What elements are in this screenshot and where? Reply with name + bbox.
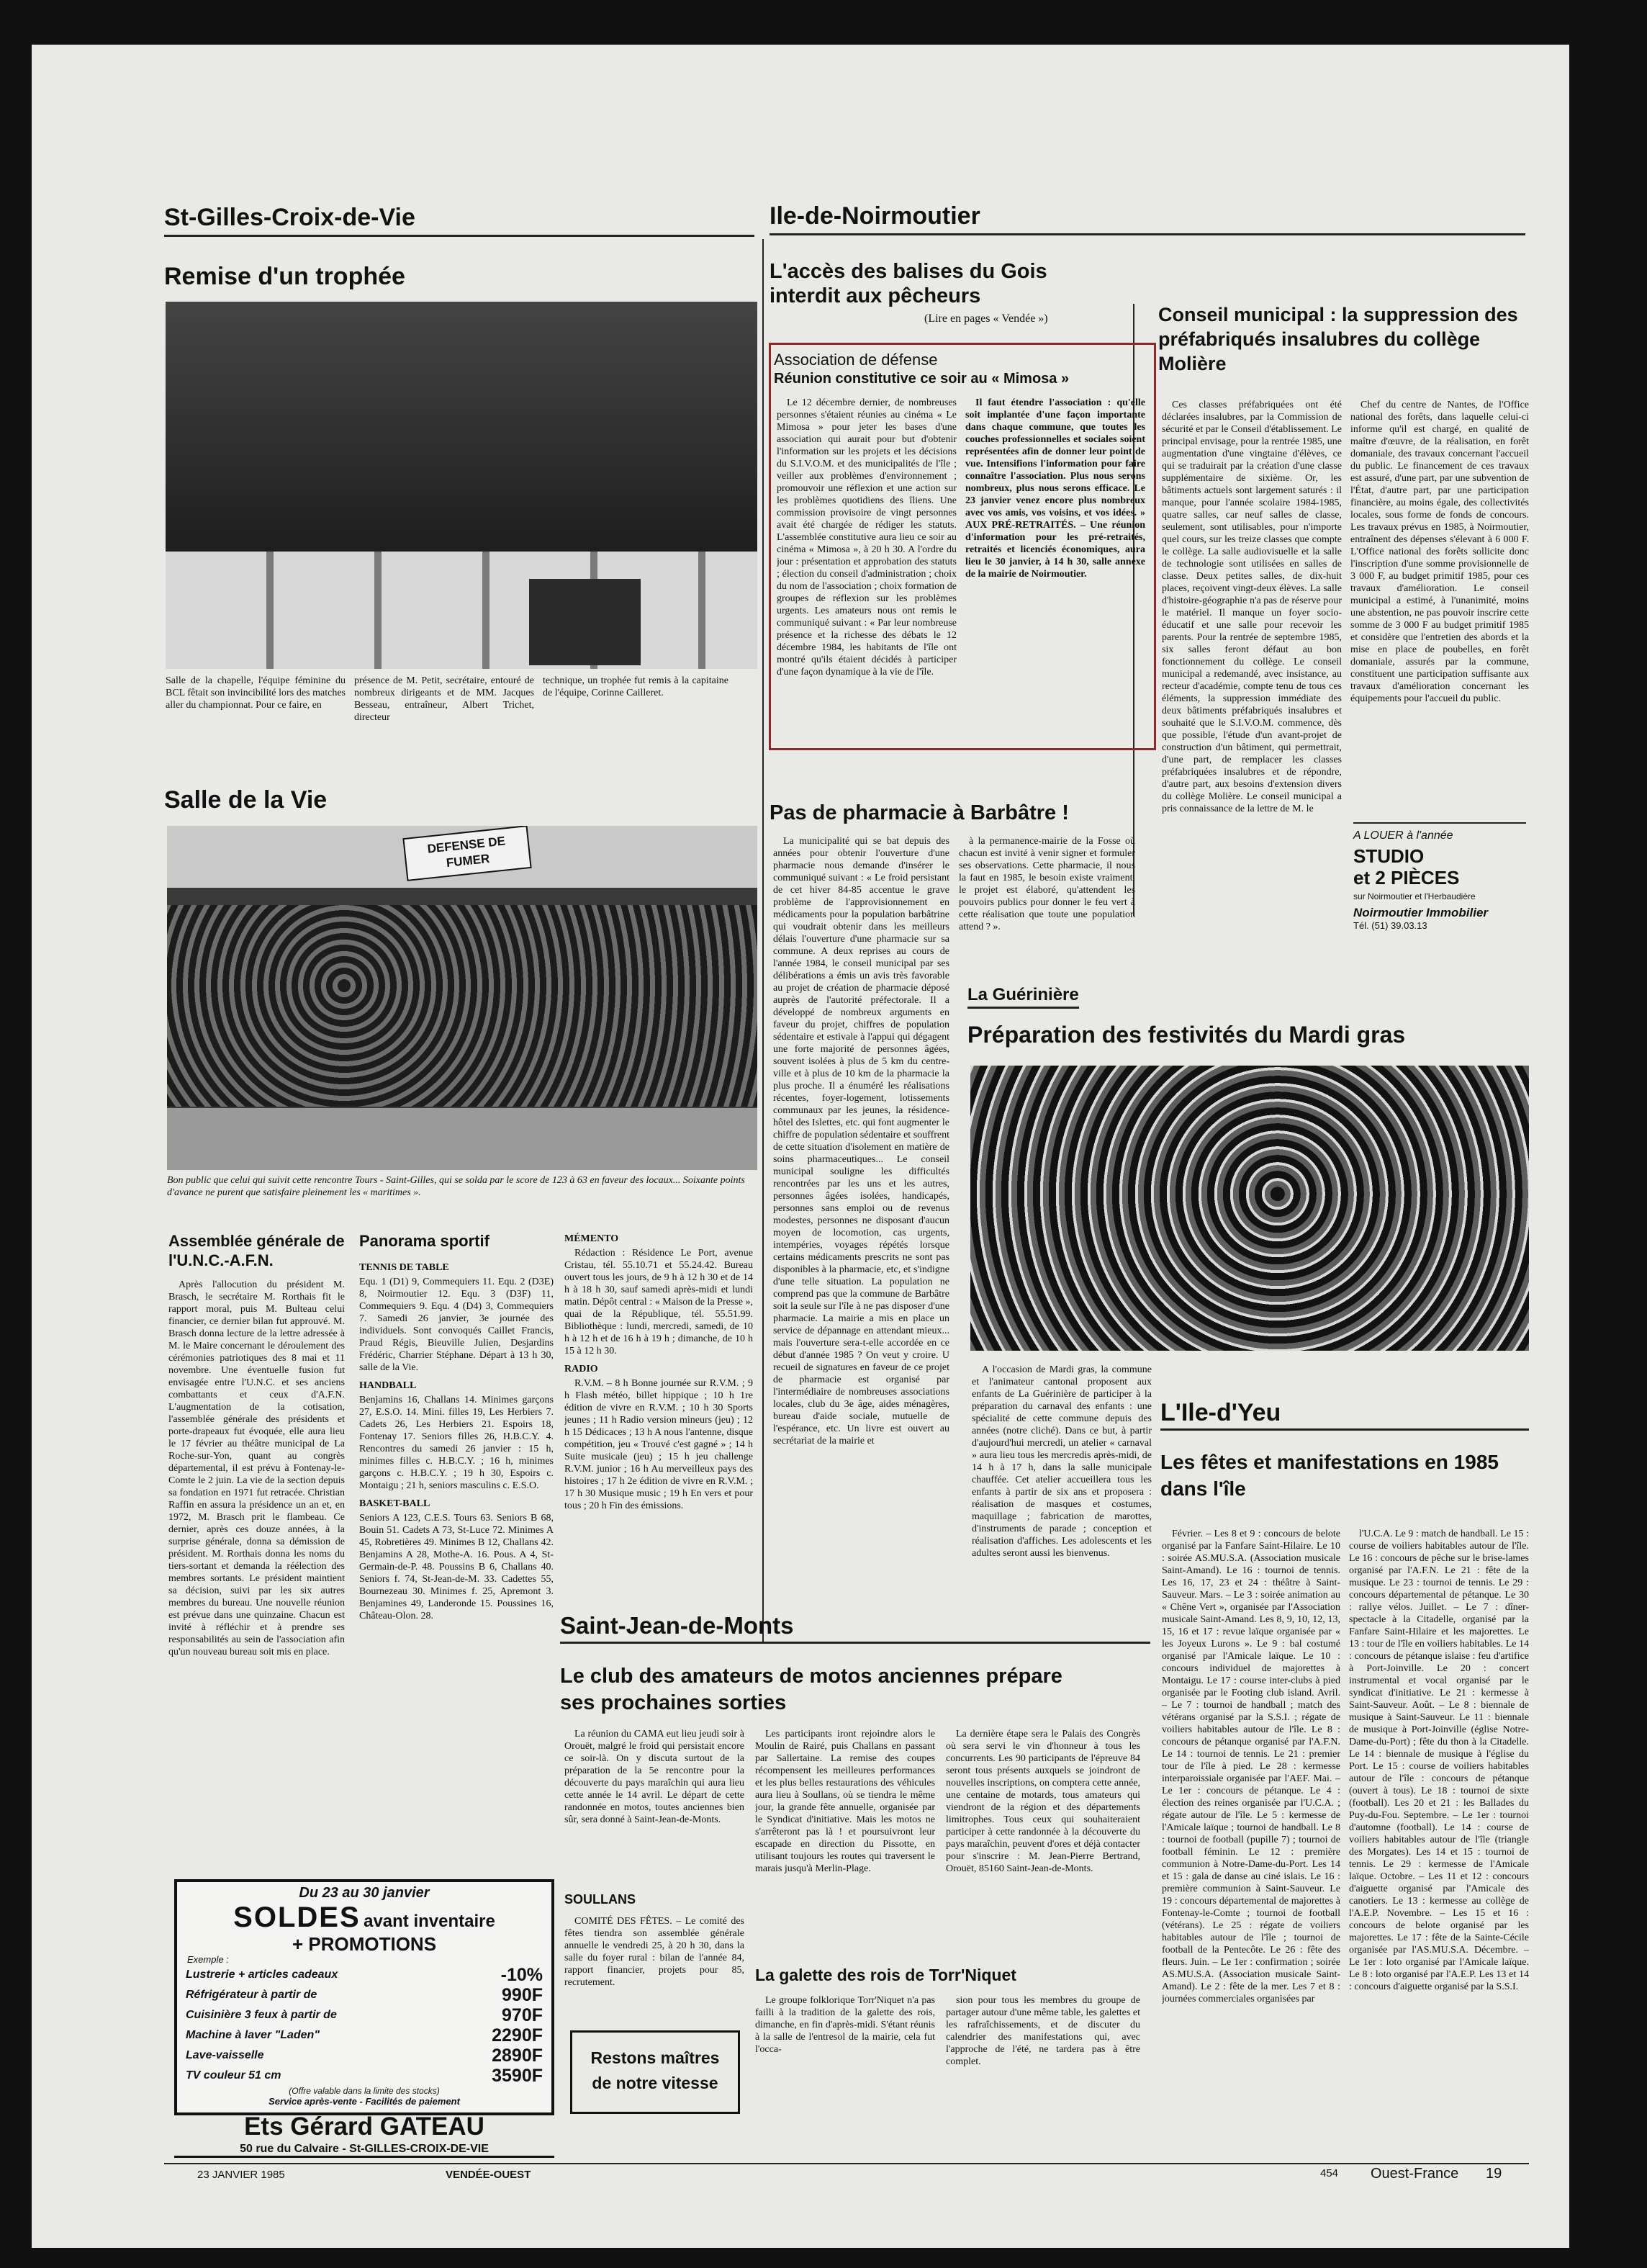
mimosa-text-2: Il faut étendre l'association : qu'elle soit implantée d'une façon importante dans chaque commune, que toutes les couches professionnelles et sociales soient représentées afin de donner leur point de vue. Intensifions l'information pour faire connaître l'association. Plus nous serons nombreux, plus nous serons efficace. Le 23 janvier venez encore plus nombreux avec vos amis, vos voisins, et vos idées. » AUX PRÉ-RETRAITÉS. – Une réunion d'information pour les pré-retraités, retraités et licenciés économiques, aura lieu le 30 janvier, à 14 h 30, salle annexe de la mairie de Noirmoutier. (965, 397, 1145, 580)
caption-trophee-2: présence de M. Petit, secrétaire, entouré de nombreux dirigeants et de MM. Jacques Besseau, entraîneur, Albert Trichet, directeur (354, 675, 534, 723)
headline-gois: L'accès des balises du Gois interdit aux pêcheurs (770, 260, 1047, 307)
fetes-yeu-text-2: l'U.C.A. Le 9 : match de handball. Le 15 : course de voiliers habitables autour de l'île. Le 16 : concours de pêche sur le brise-lames organisé par l'A.F.N. Le 21 : fête de la musique. Le 23 : tournoi de tennis. Le 29 : concours départemental de pétanque. Le 30 : rallye vélos. Juillet. – Le 7 : dîner-spectacle à la Citadelle, organisé par la Fanfare Saint-Hilaire et les majorettes. Le 13 : tour de l'île en voiliers habitables. Le 14 : concours de pétanque islaise : feu d'artifice à Port-Joinville. Le 20 : concert instrumental et vocal organisé par le syndicat d'initiative. Le 21 : kermesse à Saint-Sauveur. Août. – Le 8 : biennale de musique à Saint-Sauveur. Le 11 : biennale de musique à Port-Joinville (église Notre-Dame-du-Port) ; fête du thon à la Citadelle. Le 14 : biennale de musique à l'église du Port. Le 15 : course de voiliers habitables autour de l'île : concours de pétanque (ouvert à tous). Le 18 : tournoi de sixte (football). Les 20 et 21 : les Ballades du Puy-du-Fou. Septembre. – Le 1er : tournoi d'automne (football). Le 14 : course de voiliers habitables autour de l'île (triangle des Morgates). Les 14 et 15 : tournoi de tennis. Le 29 : kermesse de l'Amicale laïque. Octobre. – Les 11 et 12 : concours d'aiguette organisé par l'Amicale des canotiers. Le 13 : kermesse au collège de l'A.E.P. Novembre. – Les 15 et 16 : concours de belote organisé par les majorettes. Le 17 : fête de la Sainte-Cécile organisée par l'AS.MU.S.A. Décembre. – Le 1er : loto organisé par l'Amicale laïque. Le 8 : loto organisé par l'A.E.P. Les 13 et 14 : concours d'aiguette organisé par la S.S.I. (1349, 1529, 1529, 1992)
text-radio: R.V.M. – 8 h Bonne journée sur R.V.M. ; 9 h Flash météo, billet hippique ; 10 h 1re édition de vivre en R.V.M. ; 10 h 30 Sports jeunes ; 11 h Radio version mineurs (jeu) ; 12 h 15 Dédicaces ; 13 h A nous l'antenne, disque compétition, jeu « Trouvé c'est gagné » ; 14 h Suite musicale (jeu) ; 15 h jeu challenge R.V.M. junior ; 16 h Au merveilleux pays des histoires ; 17 h 2e édition de vivre en R.V.M. ; 17 h 30 Musique music ; 19 h En vers et pour tous ; 20 h Fin des émissions. (564, 1378, 753, 1511)
ad-soldes-item (186, 2066, 543, 2086)
headline-fetes-yeu: Les fêtes et manifestations en 1985 dans l'île (1160, 1451, 1499, 1500)
section-rule (1160, 1428, 1529, 1431)
headline-mardi-gras: Préparation des festivités du Mardi gras (967, 1022, 1406, 1048)
ad-soldes-example: Exemple : (187, 1954, 229, 1965)
ad-soldes-item-name: Cuisinière 3 feux à partir de (186, 2009, 337, 2021)
ad-soldes-service: Service après-vente - Facilités de paiement (269, 2096, 460, 2107)
footer-page-number: 19 (1486, 2166, 1502, 2182)
motos-col2 (755, 1728, 935, 1944)
galette-col1 (755, 1994, 935, 2113)
mimosa-text-1: Le 12 décembre dernier, de nombreuses personnes s'étaient réunies au cinéma « Le Mimosa » pour jeter les bases d'une association qui aurait pour but d'obtenir l'information sur les projets et les décisions du S.I.V.O.M. et des municipalités de l'île ; veiller aux problèmes d'environnement ; promouvoir une réflexion et une action sur les problèmes quotidiens des îliens. Une commission provisoire de vingt personnes avait été chargée de rédiger les statuts. L'assemblée constitutive aura lieu ce soir au cinéma « Mimosa », à 20 h 30. A l'ordre du jour : présentation et approbation des statuts ; élection du conseil d'administration ; choix du nom de l'association ; choix formation de groupes de réflexion sur les problèmes urgents. Les amateurs nous ont remis le communiqué suivant : « Par leur nombreuse présence et la richesse des débats le 12 décembre 1984, les habitants de l'île ont montré qu'ils étaient décidés à participer d'une façon dynamique à la vie de l'île. (777, 397, 957, 678)
text-memento: Rédaction : Résidence Le Port, avenue Cristau, tél. 55.10.71 et 55.24.42. Bureau ouvert tous les jours, de 9 h à 12 h 30 et de 14 h à 18 h 30, sauf samedi après-midi et lundi matin. Dépôt central : « Maison de la Presse », quai de la République, tél. 55.51.99. Bibliothèque : lundi, mercredi, samedi, de 10 h à 12 h et de 16 h à 19 h ; dimanche, de 10 h 15 à 12 h 30. (564, 1248, 753, 1356)
motos-col3 (946, 1728, 1140, 1944)
ad-soldes-item-price: 990F (502, 1985, 543, 2005)
conseil-text-2: Chef du centre de Nantes, de l'Office national des forêts, dans laquelle celui-ci informe qu'il est chargé, en qualité de maître d'œuvre, de la réalisation, en forêt domaniale, des travaux concernant l'accueil du public. Le financement de ces travaux est assuré, d'une part, par une subvention de l'État, d'autre part, par une participation financière, au moins égale, des collectivités locales, sous forme de fonds de concours. Les travaux prévus en 1985, à Noirmoutier, entraînent des dépenses s'élevant à 6 000 F. L'Office national des forêts sollicite donc l'inscription d'une somme provisionnelle de 3 000 F, au budget primitif 1985, pour ces travaux d'amélioration. Le conseil municipal a estimé, à l'unanimité, moins une abstention, ne pas pouvoir inscrire cette somme de 3 000 F au budget primitif 1985 et considère que l'entretien des abords et la mise en place de poubelles, en forêt domaniale, assurés par la commune, constituent une participation suffisante aux travaux d'amélioration concernant les équipements pour l'accueil du public. (1350, 400, 1529, 704)
caption-trophee-3: technique, un trophée fut remis à la capitaine de l'équipe, Corinne Cailleret. (543, 675, 728, 698)
ad-studio-line2: STUDIO (1353, 845, 1425, 867)
ad-soldes-item (186, 1985, 543, 2005)
pharmacie-col2 (959, 835, 1135, 972)
photo-trophee (166, 302, 757, 669)
article-assemblee (168, 1279, 345, 1812)
sign-defense-de-fumer: DEFENSE DE FUMER (402, 826, 531, 881)
motos-text-1: La réunion du CAMA eut lieu jeudi soir à Orouët, malgré le froid qui persistait encore ce soir-là. On y discuta surtout de la préparation de la 5e rencontre pour la découverte du pays maraîchin qui aura lieu cette année le 14 avril. Le départ de cette randonnée en motos, toutes anciennes bien sûr, sera donné à Saint-Jean-de-Monts. (564, 1729, 744, 1825)
pharmacie-col1 (773, 835, 949, 1588)
footer-date: 23 JANVIER 1985 (197, 2169, 285, 2181)
ad-soldes-item-price: 2290F (492, 2025, 543, 2046)
galette-text-2: sion pour tous les membres du groupe de partager autour d'une même table, les galettes et les rafraîchissements, et de discuter du calendrier des manifestations qui, avec l'approche de l'été, ne tardera pas à être complet. (946, 1995, 1140, 2067)
galette-col2 (946, 1994, 1140, 2113)
soullans-text: COMITÉ DES FÊTES. – Le comité des fêtes tiendra son assemblée générale annuelle le vendredi 25, à 20 h 30, dans la salle du foyer rural : bilan de l'année 84, rapport financier, projets pour 85, recrutement. (564, 1916, 744, 1988)
subhead-basket: BASKET-BALL (359, 1498, 430, 1509)
ad-soldes-item-price: 970F (502, 2005, 543, 2025)
ad-soldes-title: SOLDES (233, 1902, 361, 1933)
ad-soldes-suffix: avant inventaire (364, 1912, 495, 1931)
headline-trophee: Remise d'un trophée (164, 263, 405, 290)
mimosa-title: Réunion constitutive ce soir au « Mimosa » (774, 371, 1070, 387)
mimosa-box (769, 343, 1156, 750)
soullans-body (564, 1915, 744, 2030)
photo-salle-vie (167, 826, 757, 1170)
mimosa-col1 (777, 397, 957, 741)
ad-soldes-item-name: Lave-vaisselle (186, 2049, 264, 2061)
ad-soldes-item (186, 1965, 543, 1985)
motos-text-3: La dernière étape sera le Palais des Congrès où sera servi le vin d'honneur à tous les concurrents. Les 90 participants de l'épreuve 84 seront tous présents auxquels se joindront de nouvelles inscriptions, on comptera cette année, une centaine de motards, tous amateurs qui viendront de la région et des départements limitrophes. Tous ceux qui souhaiteraient participer à cette randonnée à la découverte du pays maraîchin, peuvent d'ores et déjà contacter pour s'inscrire : M. Jean-Pierre Bertrand, Orouët, 85160 Saint-Jean-de-Monts. (946, 1729, 1140, 1874)
conseil-col2 (1350, 399, 1529, 791)
footer-brand: Ouest-France (1371, 2166, 1459, 2182)
headline-panorama: Panorama sportif (359, 1232, 489, 1250)
ad-soldes-item (186, 2046, 543, 2066)
fetes-yeu-col2 (1349, 1528, 1529, 2125)
section-title-noirmoutier: Ile-de-Noirmoutier (770, 202, 980, 230)
ad-soldes-item (186, 2025, 543, 2046)
article-text: Après l'allocution du président M. Brasch, le secrétaire M. Rorthais fit le rapport moral, puis M. Bulteau celui financier, ce dernier bilan fut approuvé. M. Brasch donna lecture de la lettre adressée à M. le Maire concernant le déroulement des cérémonies patriotiques des 8 mai et 11 novembre. Une éventuelle fusion fut envisagée entre l'U.N.C. et ses anciens combattants et ceux d'A.F.N. L'augmentation de la cotisation, l'assemblée générale des présidents et porte-drapeaux fut évoquée, elle aura lieu le 17 février au théâtre municipal de La Roche-sur-Yon, quant au congrès départemental, il est prévu à Fontenay-le-Comte le 2 juin. La vie de la section depuis sa fondation en 1971 fut retracée. Christian Raffin en assura la présidence un an et, en 1972, M. Brasch prit le flambeau. Ce dernier, après ces douze années, à la surprise générale, donna sa démission de président. M. Rorthais donna les noms du tiers-sortant et demanda la réélection des membres sortants. Le président maintient sa décision, suivi par les six autres membres du bureau. Une nouvelle réunion est prévue dans une quinzaine. Chacun est invité à réfléchir et à prendre ses responsabilités au sein de l'association afin qu'un nouveau bureau soit mis en place. (168, 1279, 345, 1657)
caption-salle-vie: Bon public que celui qui suivit cette rencontre Tours - Saint-Gilles, qui se solda par le score de 123 à 63 en faveur des locaux... Soixante points d'avance ne purent que satisfaire pleinement les « maritimes ». (167, 1175, 745, 1198)
restons-line1: Restons maîtres (590, 2048, 720, 2067)
ad-soldes-item-price: -10% (500, 1965, 543, 1985)
fetes-yeu-col1 (1162, 1528, 1340, 2125)
caption-trophee-1: Salle de la chapelle, l'équipe féminine du BCL fêtait son invincibilité lors des matches aller du championnat. Pour ce faire, en (166, 675, 346, 711)
mardi-gras-col1 (972, 1364, 1152, 1652)
ad-soldes-address: 50 rue du Calvaire - St-GILLES-CROIX-DE-VIE (174, 2143, 554, 2158)
footer-paper: VENDÉE-OUEST (446, 2169, 531, 2181)
headline-assemblee: Assemblée générale de l'U.N.C.-A.F.N. (168, 1232, 345, 1269)
section-rule (770, 233, 1525, 235)
conseil-text-1: Ces classes préfabriquées ont été déclarées insalubres, par la Commission de sécurité et par le Conseil d'établissement. Le principal envisage, pour la rentrée 1985, une augmentation d'une vingtaine d'élèves, ce qui se traduirait par la création d'une classe supplémentaire de sixième. Or, les bâtiments actuels sont largement saturés : il manque, pour l'année scolaire 1984-1985, quatre salles, car neuf salles de classe, seulement, sont utilisables, pour n'importe quel cours, sur les treize classes que compte le collège. La salle audiovisuelle et la salle de technologie sont utilisées en salles de classe. Deux petites salles, de dix-huit places, reçoivent vingt-deux élèves. La salle d'histoire-géographie n'a pas de réserve pour le matériel. Il manque un foyer socio-éducatif et une salle pour recevoir les parents. Pour la rentrée de septembre 1985, six salles feront défaut au bon fonctionnement du collège. Le conseil municipal a redemandé, avec insistance, au recteur d'académie, compte tenu de tous ces éléments, la suppression immédiate des deux bâtiments préfabriqués insalubres et souhaité que le S.I.V.O.M. commence, dès que possible, l'étude d'un avant-projet de construction d'un bâtiment, qui permettrait, d'une part, de remplacer les classes préfabriquées insalubres et de répondre, d'autre part, aux besoins d'extension divers du collège Molière. Le conseil municipal a pris connaissance de la lettre de M. le (1162, 400, 1342, 814)
fetes-yeu-text-1: Février. – Les 8 et 9 : concours de belote organisé par la Fanfare Saint-Hilaire. Le 10 : soirée AS.MU.S.A. (Association musicale Saint-Amand). Le 16 : tournoi de tennis. Les 16, 17, 23 et 24 : théâtre à Saint-Sauveur. Mars. – Le 3 : soirée animation au « Chêne Vert », organisée par l'Association musicale Saint-Amand. Les 8, 9, 10, 12, 13, 15, 16 et 17 : revue laïque organisée par « les Joyeux Lurons ». Le 9 : bal costumé organisé par l'Amicale laïque. Le 10 : concours individuel de majorettes à Montaigu. Le 17 : course inter-clubs à pied organisée par le Footing club island. Avril. – Le 7 : tournoi de handball ; match des vétérans organisé par la S.S.I. ; régate de voiliers habitables autour de l'île. Le 8 : concours de pétanque organisé par l'A.F.N. Le 14 : tournoi de tennis. Le 21 : premier tour de l'île à pied. Le 28 : kermesse interparoissiale organisée par l'AEF. Mai. – Le 1er : concours de pétanque. Le 4 : élection des reines organisée par l'U.C.A. ; régate autour de l'île. Le 5 : kermesse de l'Amicale laïque ; tournoi de handball. Le 8 : tournoi de football (pupille 7) ; tournoi de football féminin. Le 12 : première communion à Notre-Dame-du-Port. Les 14 et 15 : gala de danse au ciné islais. Le 16 : première communion à Saint-Sauveur. Le 19 : concours départemental de majorettes à Fontenay-le-Comte ; tournoi de football (vétérans). Le 25 : régate de voiliers habitables autour de l'île ; tournoi de football de la Pentecôte. Le 26 : fête des fleurs. Juin. – Le 1er : confirmation ; soirée AS.MU.S.A. (Association musicale Saint-Amand). Le 2 : fête de la mer. Les 7 et 8 : journées commerciales organisées par (1162, 1529, 1340, 2004)
section-title-gueriniere: La Guérinière (967, 985, 1079, 1009)
ad-soldes-company: Ets Gérard GATEAU (244, 2112, 484, 2141)
ad-soldes-items (186, 1965, 543, 2086)
text-basket: Seniors A 123, C.E.S. Tours 63. Seniors B 68, Bouin 51. Cadets A 73, St-Luce 72. Minimes A 45, Robretières 49. Minimes B 12, Challans 42. Benjamins A 28, Mothe-A. 16. Pous. A 4, St-Germain-de-P. 48. Poussins B 6, Challans 40. Seniors f. 74, St-Jean-de-M. 33. Cadettes 55, Bournezeau 30. Minimes f. 25, Apremont 3. Benjamines 49, Landeronde 15. Poussines 16, Château-Olon. 28. (359, 1513, 554, 1621)
conseil-col1 (1162, 399, 1342, 975)
ad-studio-line3: et 2 PIÈCES (1353, 867, 1460, 888)
column-rule (762, 239, 764, 1643)
ad-studio-tel: Tél. (51) 39.03.13 (1353, 920, 1427, 931)
mimosa-col2 (965, 397, 1145, 741)
headline-salle-vie: Salle de la Vie (164, 786, 328, 814)
ad-soldes-item-price: 2890F (492, 2046, 543, 2066)
restons-line2: de notre vitesse (592, 2074, 718, 2092)
ad-studio (1353, 822, 1526, 968)
headline-galette: La galette des rois de Torr'Niquet (755, 1966, 1016, 1984)
ad-soldes-item-price: 3590F (492, 2066, 543, 2086)
footer-code: 454 (1320, 2167, 1339, 2179)
mardi-gras-text: A l'occasion de Mardi gras, la commune et l'animateur cantonal proposent aux enfants de La Guérinière de participer à la préparation du carnaval des enfants : une spécialité de cette commune depuis des années (notre cliché). Dans ce but, à partir d'aujourd'hui mercredi, un atelier « carnaval » aura lieu tous les mercredis après-midi, de 14 h à 17 h, dans la salle municipale chauffée. Cet atelier accueillera tous les enfants à partir de six ans et proposera : réalisation de masques et costumes, maquillage ; fabrication de marottes, d'instruments de parade ; conception et réalisation d'affiches. Les adolescents et les adultes seront aussi les bienvenus. (972, 1364, 1152, 1559)
headline-conseil: Conseil municipal : la suppression des préfabriqués insalubres du collège Molière (1158, 304, 1518, 374)
pharmacie-text-2: à la permanence-mairie de la Fosse où chacun est invité à venir signer et formuler ses observations. Cette pharmacie, il nous la faut en 1985, le besoin existe vraiment, le projet est élaboré, qu'attendent les pouvoirs publics pour donner le feu vert à cette réalisation que toute une population attend ? ». (959, 836, 1135, 932)
ad-soldes-item-name: TV couleur 51 cm (186, 2069, 281, 2082)
mimosa-kicker: Association de défense (774, 351, 938, 369)
subhead-soullans: SOULLANS (564, 1892, 636, 1907)
newspaper-page (32, 45, 1569, 2248)
photo-mardi-gras (970, 1066, 1529, 1351)
gois-note: (Lire en pages « Vendée ») (924, 312, 1048, 325)
box-restons-maitres (570, 2030, 740, 2114)
subhead-tennis: TENNIS DE TABLE (359, 1262, 449, 1273)
subhead-radio: RADIO (564, 1364, 598, 1374)
section-title-st-gilles: St-Gilles-Croix-de-Vie (164, 204, 415, 231)
ad-studio-line1: A LOUER à l'année (1353, 829, 1453, 842)
ad-soldes-item-name: Machine à laver "Laden" (186, 2029, 320, 2041)
ad-soldes (174, 1879, 554, 2115)
article-panorama (359, 1256, 554, 1860)
ad-soldes-dates: Du 23 au 30 janvier (299, 1885, 430, 1901)
motos-text-2: Les participants iront rejoindre alors le Moulin de Rairé, puis Challans en passant par Sallertaine. La remise des coupes récompensent les meilleures performances et les plus belles restaurations des véhicules aura lieu à Soullans, où se tiendra le même jour, la grande fête annuelle, organisée par le Syndicat d'initiative. Mais les motos ne s'arrêteront pas là ! et poursuivront leur escapade en direction du Pissotte, en utilisant toujours les routes qui traversent le marais jusqu'à Merlin-Plage. (755, 1729, 935, 1874)
text-tennis: Equ. 1 (D1) 9, Commequiers 11. Equ. 2 (D3E) 8, Noirmoutier 12. Equ. 3 (D3F) 11, Commequiers 9. Equ. 4 (D4) 3, Commequiers 7. Samedi 26 janvier, 3e journée des individuels. Sont convoqués Caillet Francis, Praud Régis, Bieuville Julien, Desjardins Frédéric, Charrier Stéphane. Départ à 13 h 30, salle de la Vie. (359, 1277, 554, 1373)
headline-motos: Le club des amateurs de motos anciennes prépare ses prochaines sorties (560, 1665, 1062, 1714)
subhead-handball: HANDBALL (359, 1380, 417, 1391)
pharmacie-text-1: La municipalité qui se bat depuis des années pour obtenir l'ouverture d'une pharmacie nous demande d'insérer le communiqué suivant : « Le froid persistant de cet hiver 84-85 accentue le grave problème de l'approvisionnement en médicaments pour la population barbâtrine qui voudrait obtenir dans les meilleurs délais l'ouverture d'une pharmacie sur sa commune. A deux reprises au cours de l'année 1984, le conseil municipal par ses délibérations a émis un avis très favorable au projet de création de pharmacie déposé auprès de l'autorité préfectorale. Il a développé de nombreux arguments en faveur du projet, chiffres de population sédentaire et estivale à l'appui qui dégagent une forte majorité de personnes âgées, souvent isolées à plus de 5 km du centre-ville et à plus de 10 km de la pharmacie la plus proche. Il a énuméré les réalisations récentes, foyer-logement, lotissements communaux par les jeunes, la résidence-hôtel des Islettes, etc. qui font augmenter le chiffre de population sédentaire et souffrent de cette situation d'isolement en matière de soins pharmaceutiques... Le conseil municipal souligne les difficultés rencontrées par les uns et les autres, personnes âgées isolées, handicapés, personnes sans emploi ou de revenus modestes, personnes ne disposant d'aucun moyen de locomotion, cas urgents, intempéries, voyages répétés lorsque certains médicaments prescrits ne sont pas disponibles à la pharmacie, etc, et s'indigne d'une telle situation. La population ne comprend pas que la commune de Barbâtre soit la seule sur l'île à ne pas disposer d'une pharmacie. La mairie a mis en place un service de dépannage en attendant mieux... mais l'ouverture sera-t-elle accordée en ce début d'année 1985 ? On veut y croire. U recueil de signatures en faveur de ce projet de pharmacie est organisé par l'intermédiaire de nombreuses associations locales, club du 3e âge, aides ménagères, bureau d'aide sociale, mutuelle de l'espérance, etc. Un livre est ouvert au secrétariat de la mairie et (773, 836, 949, 1446)
text-handball: Benjamins 16, Challans 14. Minimes garçons 27, E.S.O. 14. Mini. filles 19, Les Herbiers 7. Cadets 26, Les Herbiers 21. Espoirs 18, Fontenay 17. Seniors filles 26, H.B.C.Y. 4. Rencontres du samedi 26 janvier : 15 h, minimes filles c. H.B.C.Y. ; 16 h, minimes garçons c. H.B.C.Y. ; 19 h 30, Espoirs c. Montaigu ; 21 h, seniors masculins c. E.S.O. (359, 1395, 554, 1491)
ad-soldes-item (186, 2005, 543, 2025)
footer-rule (164, 2163, 1529, 2164)
section-rule (560, 1642, 1150, 1644)
ad-soldes-item-name: Lustrerie + articles cadeaux (186, 1968, 338, 1981)
ad-soldes-item-name: Réfrigérateur à partir de (186, 1989, 317, 2001)
headline-pharmacie: Pas de pharmacie à Barbâtre ! (770, 801, 1069, 824)
section-title-yeu: L'Ile-d'Yeu (1160, 1399, 1281, 1426)
galette-text-1: Le groupe folklorique Torr'Niquet n'a pas failli à la tradition de la galette des rois, dimanche, en fin d'après-midi. S'étant réunis à la salle de l'entresol de la mairie, cela fut l'occa- (755, 1995, 935, 2055)
subhead-memento: MÉMENTO (564, 1233, 619, 1244)
ad-studio-agency: Noirmoutier Immobilier (1353, 906, 1489, 919)
motos-col1 (564, 1728, 744, 1840)
section-title-saint-jean: Saint-Jean-de-Monts (560, 1612, 794, 1639)
ad-soldes-note: (Offre valable dans la limite des stocks) (289, 2086, 440, 2096)
section-rule (164, 235, 754, 237)
ad-studio-line4: sur Noirmoutier et l'Herbaudière (1353, 891, 1476, 901)
ad-soldes-promo: + PROMOTIONS (292, 1933, 437, 1955)
